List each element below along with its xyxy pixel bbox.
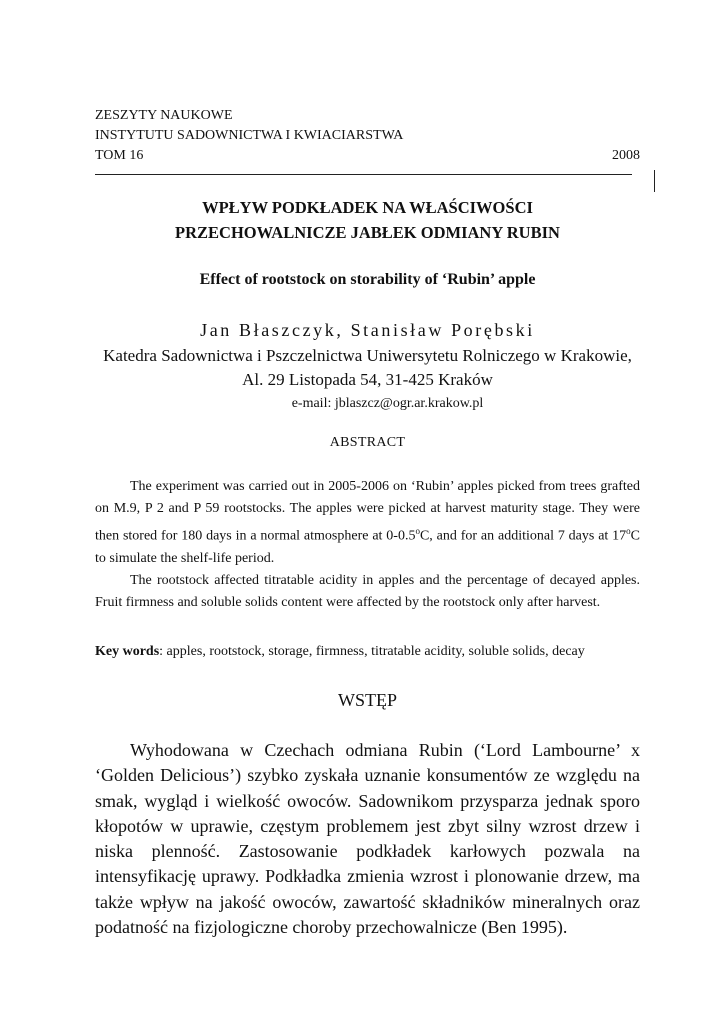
abstract-p1-part-c: C to simulate the shelf-life period. bbox=[95, 528, 641, 566]
title-english: Effect of rootstock on storability of ‘Rubin’ apple bbox=[199, 271, 536, 288]
title-polish-line2: PRZECHOWALNICZE JABŁEK ODMIANY RUBIN bbox=[175, 223, 560, 242]
abstract-body bbox=[95, 476, 640, 614]
body-text bbox=[95, 738, 640, 940]
email: e-mail: jblaszcz@ogr.ar.krakow.pl bbox=[291, 396, 484, 411]
journal-name-line1: ZESZYTY NAUKOWE bbox=[95, 108, 233, 123]
abstract-paragraph-1 bbox=[95, 476, 640, 570]
title-polish-line1: WPŁYW PODKŁADEK NA WŁAŚCIWOŚCI bbox=[202, 198, 533, 217]
abstract-paragraph-2: The rootstock affected titratable acidity in apples and the percentage of decayed apples. Fruit firmness and soluble solids content were affected by the rootstock only after harvest. bbox=[95, 572, 640, 610]
degree-superscript-2: o bbox=[626, 526, 631, 536]
keywords bbox=[95, 642, 640, 662]
keywords-label: Key words bbox=[95, 644, 160, 659]
journal-volume: TOM 16 bbox=[95, 148, 144, 163]
header-rule bbox=[95, 174, 632, 175]
abstract-heading: ABSTRACT bbox=[329, 435, 406, 450]
section-heading: WSTĘP bbox=[337, 690, 397, 710]
body-paragraph: Wyhodowana w Czechach odmiana Rubin (‘Lord Lambourne’ x ‘Golden Delicious’) szybko zyskała uznanie konsumentów ze względu na smak, wygląd i wielkość owoców. Sadownikom przysparza jednak sporo kłopotów w uprawie, częstym problemem jest zbyt silny wzrost drzew i niska plenność. Zastosowanie podkładek karłowych pozwala na intensyfikację uprawy. Podkładka zmienia wzrost i plonowanie drzew, ma także wpływ na jakość owoców, zawartość składników mineralnych oraz podatność na fizjologiczne choroby przechowalnicze (Ben 1995). bbox=[95, 740, 640, 938]
margin-mark bbox=[654, 170, 655, 192]
journal-header bbox=[95, 106, 640, 166]
journal-volume-row bbox=[95, 146, 640, 166]
abstract-p1-part-a: The experiment was carried out in 2005-2006 on ‘Rubin’ apples picked from trees grafted on M.9, P 2 and P 59 rootstocks. The apples were picked at harvest maturity stage. They were then stored for 180 days in a normal atmosphere at 0-0.5 bbox=[95, 479, 640, 544]
journal-year: 2008 bbox=[612, 148, 640, 163]
degree-superscript-1: o bbox=[415, 526, 420, 536]
keywords-text: : apples, rootstock, storage, firmness, titratable acidity, soluble solids, decay bbox=[159, 644, 585, 659]
authors: Jan Błaszczyk, Stanisław Porębski bbox=[200, 320, 535, 340]
affiliation bbox=[95, 344, 640, 392]
journal-name-line2: INSTYTUTU SADOWNICTWA I KWIACIARSTWA bbox=[95, 128, 404, 143]
title-polish bbox=[95, 195, 640, 245]
abstract-p1-part-b: C, and for an additional 7 days at 17 bbox=[419, 528, 627, 544]
affiliation-line2: Al. 29 Listopada 54, 31-425 Kraków bbox=[242, 370, 493, 389]
affiliation-line1: Katedra Sadownictwa i Pszczelnictwa Uniwersytetu Rolniczego w Krakowie, bbox=[103, 346, 632, 365]
